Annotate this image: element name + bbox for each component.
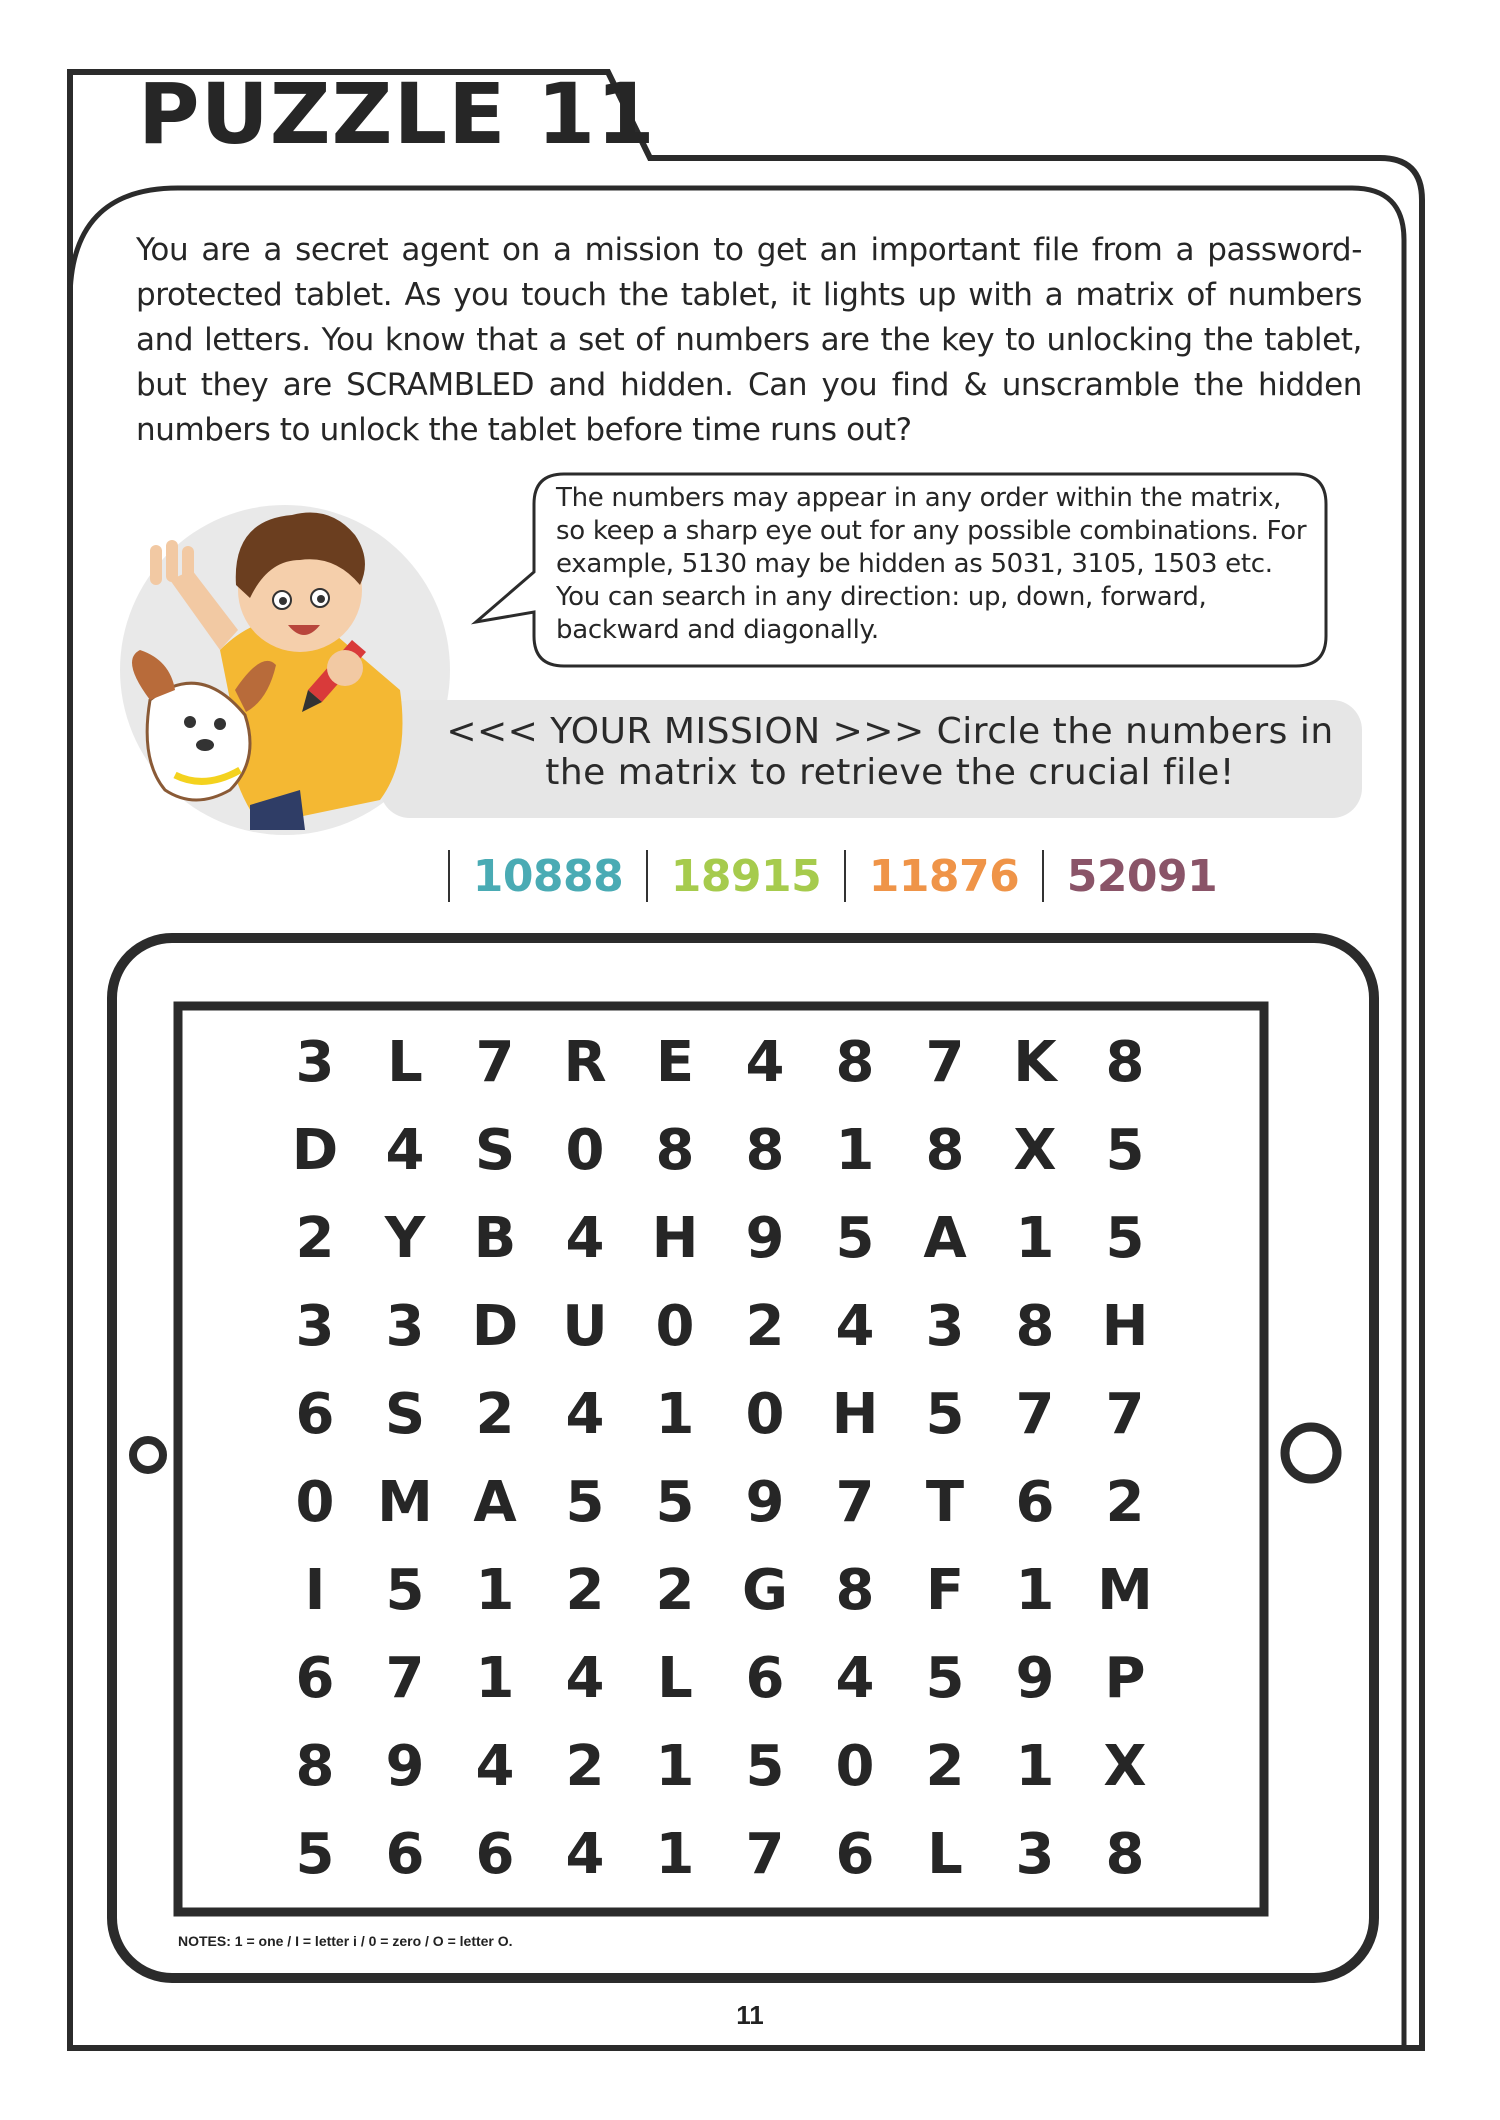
matrix-cell[interactable]: D [471, 1293, 519, 1359]
matrix-cell[interactable]: D [291, 1117, 339, 1183]
matrix-cell[interactable]: 4 [745, 1029, 785, 1095]
matrix-cell[interactable]: H [651, 1205, 699, 1271]
matrix-cell[interactable]: 9 [385, 1733, 425, 1799]
matrix-cell[interactable]: 4 [565, 1645, 605, 1711]
target-numbers [448, 848, 1240, 904]
matrix-cell[interactable]: 7 [475, 1029, 515, 1095]
matrix-cell[interactable]: 5 [835, 1205, 875, 1271]
matrix-cell[interactable]: 7 [1105, 1381, 1145, 1447]
matrix-cell[interactable]: 4 [565, 1381, 605, 1447]
matrix-cell[interactable]: 8 [925, 1117, 965, 1183]
matrix-cell[interactable]: 5 [565, 1469, 605, 1535]
matrix-cell[interactable]: 6 [475, 1821, 515, 1887]
page-number: 11 [736, 2000, 764, 2030]
matrix-cell[interactable]: 2 [565, 1733, 605, 1799]
matrix-cell[interactable]: L [927, 1821, 963, 1887]
matrix-cell[interactable]: R [563, 1029, 607, 1095]
matrix-cell[interactable]: 7 [835, 1469, 875, 1535]
matrix-cell[interactable]: M [377, 1469, 433, 1535]
matrix-cell[interactable]: 2 [745, 1293, 785, 1359]
matrix-cell[interactable]: 1 [475, 1645, 515, 1711]
target-number: 18915 [670, 850, 822, 902]
matrix-cell[interactable]: 6 [295, 1381, 335, 1447]
hint-text: The numbers may appear in any order within the matrix, so keep a sharp eye out for any possible combinations. For example, 5130 may be hidden as 5031, 3105, 1503 etc. You can search in any direction: up, down, forward, backward and diagonally. [556, 483, 1307, 645]
matrix-cell[interactable]: 2 [295, 1205, 335, 1271]
matrix-cell[interactable]: 9 [1015, 1645, 1055, 1711]
matrix-cell[interactable]: A [473, 1469, 517, 1535]
matrix-cell[interactable]: 6 [835, 1821, 875, 1887]
matrix-cell[interactable]: 0 [745, 1381, 785, 1447]
page-title: PUZZLE 11 [138, 65, 656, 163]
matrix-cell[interactable]: 4 [565, 1821, 605, 1887]
matrix-cell[interactable]: 7 [925, 1029, 965, 1095]
matrix-cell[interactable]: 6 [385, 1821, 425, 1887]
matrix-cell[interactable]: 5 [1105, 1117, 1145, 1183]
matrix-cell[interactable]: 0 [835, 1733, 875, 1799]
matrix-cell[interactable]: 2 [655, 1557, 695, 1623]
matrix-cell[interactable]: T [925, 1469, 965, 1535]
target-number: 11876 [868, 850, 1020, 902]
notes: NOTES: 1 = one / I = letter i / 0 = zero / O = letter O. [178, 1933, 513, 1949]
matrix-cell[interactable]: 5 [655, 1469, 695, 1535]
matrix-cell[interactable]: 5 [385, 1557, 425, 1623]
matrix-cell[interactable]: K [1013, 1029, 1057, 1095]
matrix-cell[interactable]: 9 [745, 1205, 785, 1271]
matrix-cell[interactable]: X [1013, 1117, 1057, 1183]
matrix-cell[interactable]: 4 [565, 1205, 605, 1271]
matrix-cell[interactable]: 6 [745, 1645, 785, 1711]
matrix-cell[interactable]: G [742, 1557, 788, 1623]
matrix-cell[interactable]: 8 [835, 1029, 875, 1095]
matrix-cell[interactable]: 4 [835, 1293, 875, 1359]
matrix-cell[interactable]: S [384, 1381, 426, 1447]
matrix-cell[interactable]: 6 [295, 1645, 335, 1711]
matrix-cell[interactable]: 1 [1015, 1733, 1055, 1799]
matrix-cell[interactable]: 2 [475, 1381, 515, 1447]
matrix-cell[interactable]: 9 [745, 1469, 785, 1535]
matrix-cell[interactable]: 3 [295, 1293, 335, 1359]
matrix-cell[interactable]: 8 [1105, 1029, 1145, 1095]
matrix-cell[interactable]: 5 [925, 1645, 965, 1711]
matrix-cell[interactable]: 3 [295, 1029, 335, 1095]
matrix-cell[interactable]: P [1104, 1645, 1146, 1711]
target-number: 10888 [472, 850, 624, 902]
matrix-cell[interactable]: Y [384, 1205, 426, 1271]
target-number: 52091 [1066, 850, 1218, 902]
matrix-cell[interactable]: 5 [745, 1733, 785, 1799]
matrix-cell[interactable]: 1 [475, 1557, 515, 1623]
matrix-cell[interactable]: 5 [295, 1821, 335, 1887]
matrix-cell[interactable]: 1 [655, 1733, 695, 1799]
matrix-cell[interactable]: F [925, 1557, 965, 1623]
matrix-cell[interactable]: 8 [1015, 1293, 1055, 1359]
matrix-cell[interactable]: 3 [1015, 1821, 1055, 1887]
matrix-cell[interactable]: E [655, 1029, 695, 1095]
matrix-cell[interactable]: 1 [1015, 1557, 1055, 1623]
matrix-cell[interactable]: 8 [295, 1733, 335, 1799]
matrix-cell[interactable]: 2 [925, 1733, 965, 1799]
matrix-cell[interactable]: 1 [835, 1117, 875, 1183]
matrix-cell[interactable]: A [923, 1205, 967, 1271]
intro-paragraph: You are a secret agent on a mission to get an important file from a password-protected tablet. As you touch the tablet, it lights up with a matrix of numbers and letters. You know that a set of numbers are the key to unlocking the tablet, but they are SCRAMBLED and hidden. Can you find & unscramble the hidden numbers to unlock the tablet before time runs out? [136, 232, 1362, 448]
matrix-cell[interactable]: U [562, 1293, 608, 1359]
matrix-cell[interactable]: H [1101, 1293, 1149, 1359]
matrix-cell[interactable]: X [1103, 1733, 1147, 1799]
matrix-cell[interactable]: 7 [745, 1821, 785, 1887]
puzzle-matrix [270, 1018, 1170, 1898]
matrix-cell[interactable]: 3 [385, 1293, 425, 1359]
matrix-cell[interactable]: S [474, 1117, 516, 1183]
matrix-cell[interactable]: 7 [1015, 1381, 1055, 1447]
matrix-cell[interactable]: 0 [565, 1117, 605, 1183]
matrix-cell[interactable]: 4 [475, 1733, 515, 1799]
matrix-cell[interactable]: 4 [835, 1645, 875, 1711]
matrix-cell[interactable]: 8 [835, 1557, 875, 1623]
matrix-cell[interactable]: B [473, 1205, 517, 1271]
matrix-cell[interactable]: 0 [295, 1469, 335, 1535]
matrix-cell[interactable]: 8 [655, 1117, 695, 1183]
matrix-cell[interactable]: 1 [655, 1381, 695, 1447]
matrix-cell[interactable]: 5 [925, 1381, 965, 1447]
matrix-cell[interactable]: 3 [925, 1293, 965, 1359]
matrix-cell[interactable]: 1 [655, 1821, 695, 1887]
matrix-cell[interactable]: H [831, 1381, 879, 1447]
matrix-cell[interactable]: 6 [1015, 1469, 1055, 1535]
matrix-cell[interactable]: 8 [1105, 1821, 1145, 1887]
matrix-cell[interactable]: 7 [385, 1645, 425, 1711]
matrix-cell[interactable]: 1 [1015, 1205, 1055, 1271]
matrix-cell[interactable]: 4 [385, 1117, 425, 1183]
matrix-cell[interactable]: 5 [1105, 1205, 1145, 1271]
matrix-cell[interactable]: 2 [565, 1557, 605, 1623]
mission-text: <<< YOUR MISSION >>> Circle the numbers in the matrix to retrieve the crucial file! [446, 711, 1334, 793]
matrix-cell[interactable]: L [387, 1029, 423, 1095]
matrix-cell[interactable]: 0 [655, 1293, 695, 1359]
matrix-cell[interactable]: 2 [1105, 1469, 1145, 1535]
matrix-cell[interactable]: M [1097, 1557, 1153, 1623]
matrix-cell[interactable]: I [304, 1557, 326, 1623]
matrix-cell[interactable]: 8 [745, 1117, 785, 1183]
matrix-cell[interactable]: L [657, 1645, 693, 1711]
